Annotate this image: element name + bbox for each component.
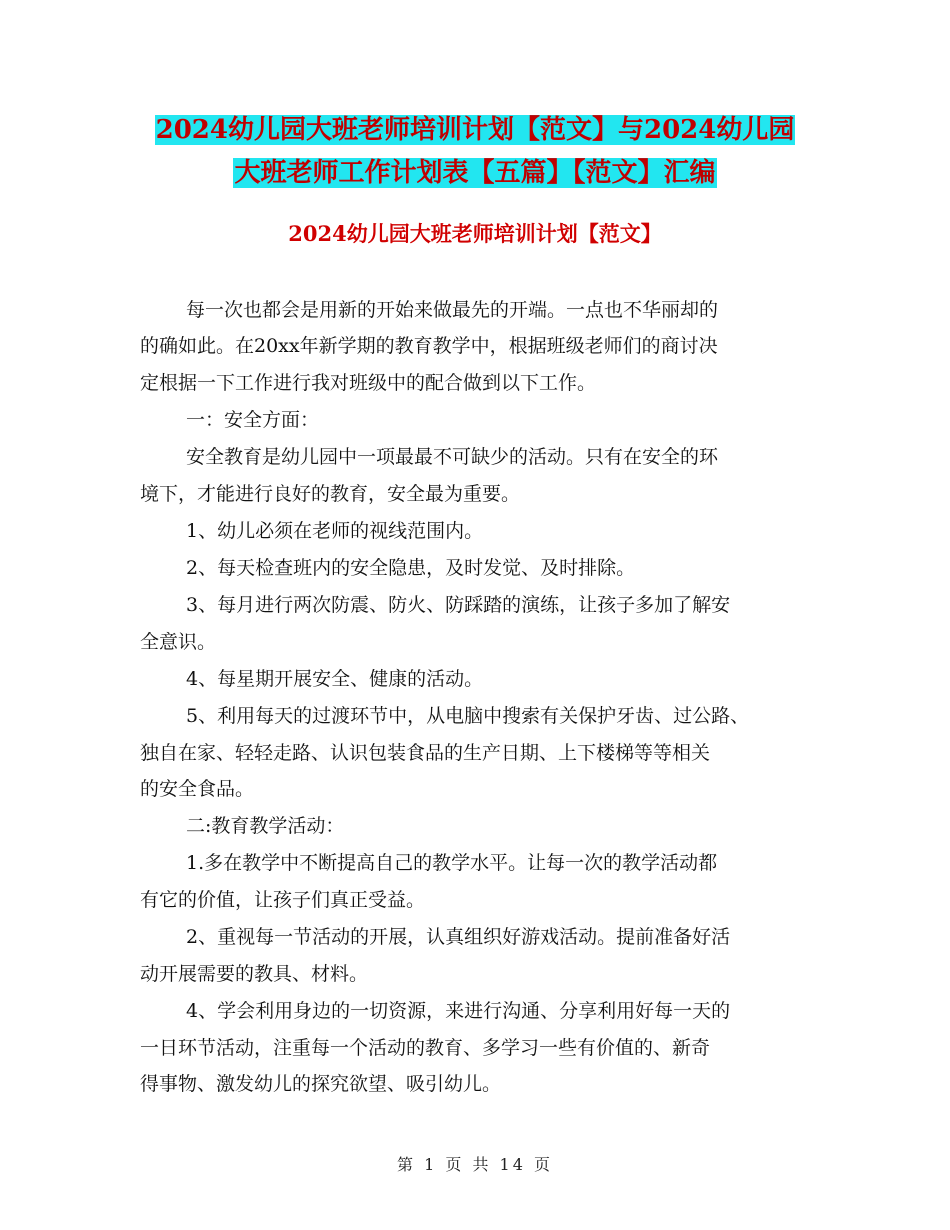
body-line: 1.多在教学中不断提高自己的教学水平。让每一次的教学活动都	[186, 852, 718, 874]
body-line: 全意识。	[140, 631, 217, 653]
body-line: 的安全食品。	[140, 778, 255, 800]
body-line: 独自在家、轻轻走路、认识包装食品的生产日期、上下楼梯等等相关	[140, 742, 711, 764]
page-indicator: 第 1 页 共 14 页	[397, 1155, 553, 1174]
document-title-line-2: 大班老师工作计划表【五篇】【范文】汇编	[234, 158, 716, 188]
body-line: 定根据一下工作进行我对班级中的配合做到以下工作。	[140, 372, 597, 394]
body-line: 2、每天检查班内的安全隐患，及时发觉、及时排除。	[186, 557, 636, 579]
document-title-line-1: 2024幼儿园大班老师培训计划【范文】与2024幼儿园	[155, 115, 795, 145]
body-line: 4、每星期开展安全、健康的活动。	[186, 668, 484, 690]
body-line: 每一次也都会是用新的开始来做最先的开端。一点也不华丽却的	[186, 299, 719, 321]
body-line: 一日环节活动，注重每一个活动的教育、多学习一些有价值的、新奇	[140, 1037, 711, 1059]
body-line: 一：安全方面：	[186, 409, 320, 431]
body-line: 动开展需要的教具、材料。	[140, 963, 369, 985]
body-line: 二:教育教学活动：	[186, 815, 345, 837]
body-line: 5、利用每天的过渡环节中，从电脑中搜索有关保护牙齿、过公路、	[186, 705, 750, 727]
body-line: 的确如此。在20xx年新学期的教育教学中，根据班级老师们的商讨决	[140, 335, 718, 357]
body-line: 安全教育是幼儿园中一项最最不可缺少的活动。只有在安全的环	[186, 446, 719, 468]
section-heading: 2024幼儿园大班老师培训计划【范文】	[288, 221, 662, 246]
body-line: 境下，才能进行良好的教育，安全最为重要。	[140, 483, 521, 505]
body-line: 4、学会利用身边的一切资源，来进行沟通、分享利用好每一天的	[186, 1000, 731, 1022]
body-line: 3、每月进行两次防震、防火、防踩踏的演练，让孩子多加了解安	[186, 594, 731, 616]
body-line: 2、重视每一节活动的开展，认真组织好游戏活动。提前准备好活	[186, 926, 731, 948]
body-line: 得事物、激发幼儿的探究欲望、吸引幼儿。	[140, 1073, 502, 1095]
body-line: 1、幼儿必须在老师的视线范围内。	[186, 520, 484, 542]
body-line: 有它的价值，让孩子们真正受益。	[140, 889, 426, 911]
